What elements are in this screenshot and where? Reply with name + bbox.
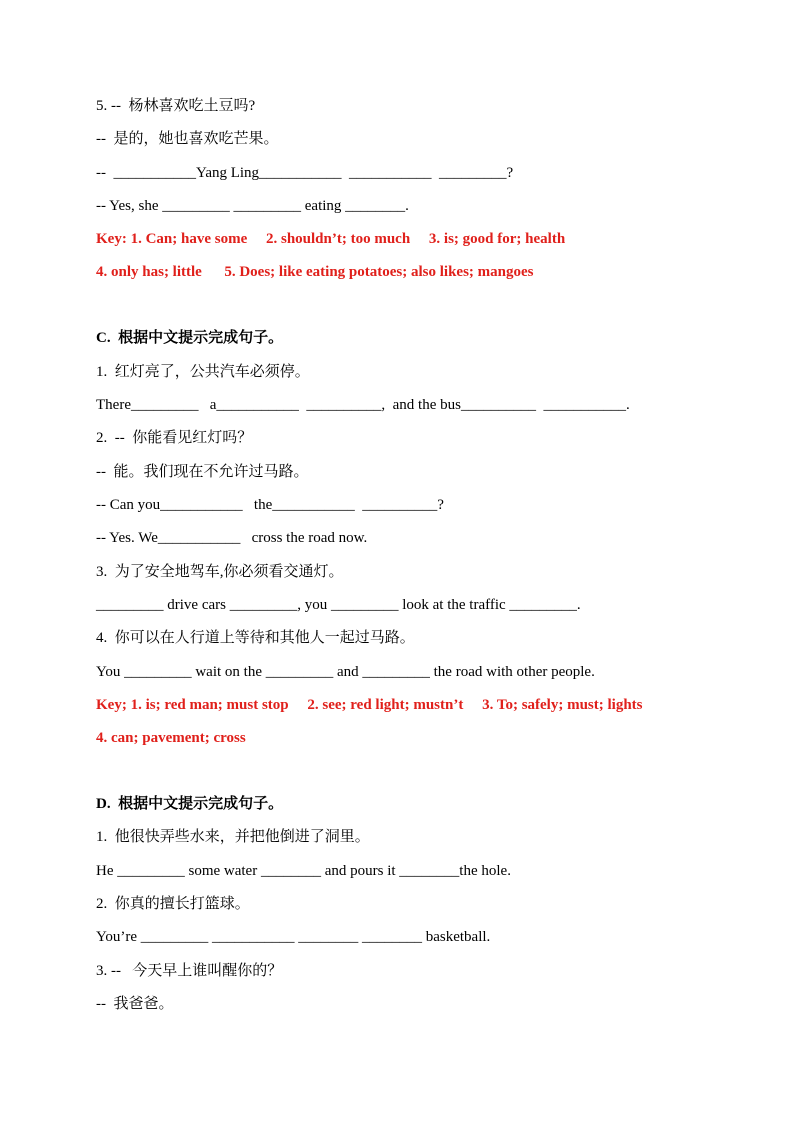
c3-prompt: 3. 为了安全地驾车,你必须看交通灯。 [96,564,344,580]
key-b-line2: 4. only has; little 5. Does; like eating potatoes; also likes; mangoes [96,264,534,280]
c2-answer-prompt: -- 能。我们现在不允许过马路。 [96,464,309,480]
d2-prompt: 2. 你真的擅长打篮球。 [96,896,250,912]
c4-line: You _________ wait on the _________ and _________ the road with other people. [96,664,595,680]
key-c-line2: 4. can; pavement; cross [96,730,246,746]
c3-line: _________ drive cars _________, you _________ look at the traffic _________. [96,597,581,613]
d3-prompt: 3. -- 今天早上谁叫醒你的？ [96,963,283,979]
c2-prompt: 2. -- 你能看见红灯吗？ [96,430,253,446]
section-d-title: D. 根据中文提示完成句子。 [96,796,284,812]
d2-line: You’re _________ ___________ ________ ________ basketball. [96,929,491,945]
d3-answer-prompt: -- 我爸爸。 [96,996,174,1012]
q5-answer-prompt: -- 是的，她也喜欢吃芒果。 [96,131,279,147]
q5-line2: -- Yes, she _________ _________ eating ________. [96,198,409,214]
q5-prompt: 5. -- 杨林喜欢吃土豆吗? [96,98,256,114]
c4-prompt: 4. 你可以在人行道上等待和其他人一起过马路。 [96,630,415,646]
c2-line1: -- Can you___________ the___________ __________? [96,497,444,513]
c2-line2: -- Yes. We___________ cross the road now. [96,530,368,546]
key-c-line1: Key; 1. is; red man; must stop 2. see; red light; mustn’t 3. To; safely; must; lights [96,697,643,713]
c1-prompt: 1. 红灯亮了，公共汽车必须停。 [96,364,310,380]
c1-line: There_________ a___________ __________, and the bus__________ ___________. [96,397,630,413]
q5-line1: -- ___________Yang Ling___________ ___________ _________? [96,165,514,181]
d1-prompt: 1. 他很快弄些水来，并把他倒进了洞里。 [96,829,370,845]
section-c-title: C. 根据中文提示完成句子。 [96,330,284,346]
d1-line: He _________ some water ________ and pours it ________the hole. [96,863,511,879]
key-b-line1: Key: 1. Can; have some 2. shouldn’t; too much 3. is; good for; health [96,231,566,247]
